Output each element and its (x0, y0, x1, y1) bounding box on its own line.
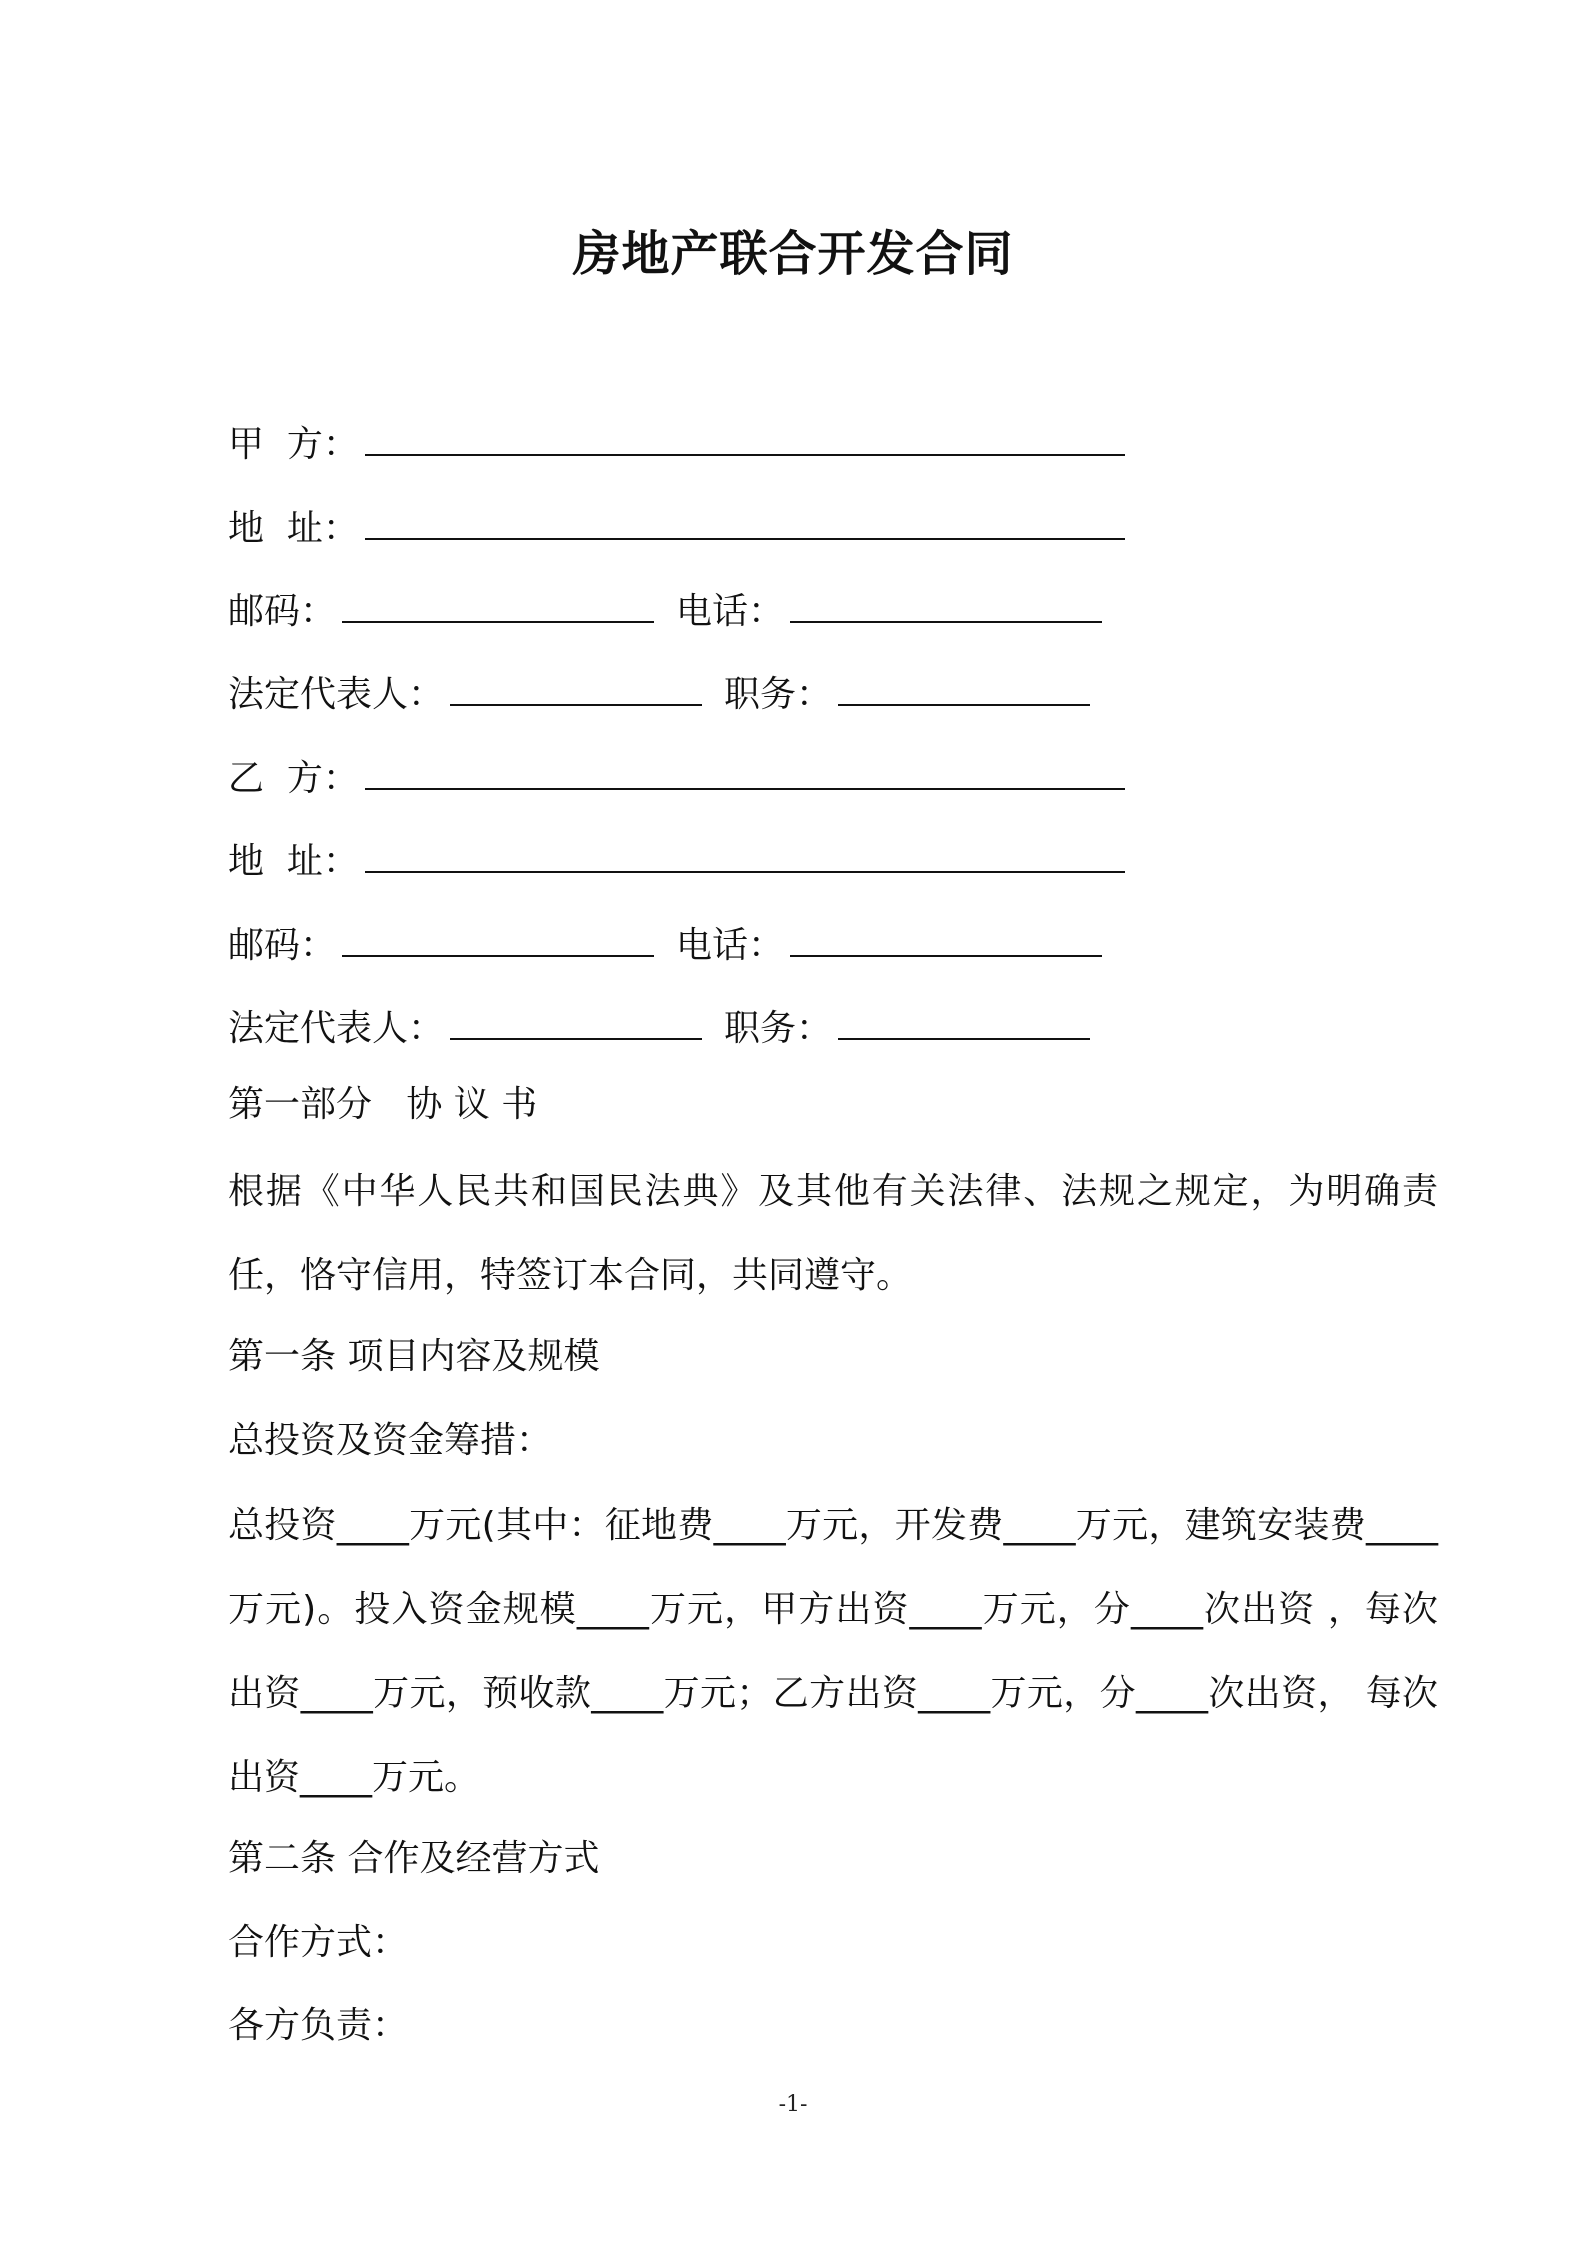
article-1-heading: 第一条 项目内容及规模 (228, 1336, 600, 1377)
party-b-rep-label: 法定代表人： (228, 1008, 445, 1049)
party-a-name-blank (365, 420, 1125, 456)
party-a-rep-blank (450, 670, 702, 706)
article-2-heading: 第二条 合作及经营方式 (228, 1838, 600, 1879)
cooperation-label: 合作方式： (228, 1922, 409, 1963)
party-b-position-label: 职务： (724, 1008, 833, 1049)
party-a-address-row (228, 504, 1125, 552)
intro-paragraph: 根据《中华人民共和国民法典》及其他有关法律、法规之规定，为明确责任，恪守信用，特签订本合同，共同遵守。 (228, 1171, 1438, 1296)
party-b-rep-blank (450, 1004, 702, 1040)
party-a-position-blank (838, 670, 1090, 706)
party-a-address-blank (365, 504, 1125, 540)
party-a-phone-blank (790, 587, 1102, 623)
party-a-name-row (228, 420, 1125, 468)
investment-paragraph: 总投资____万元(其中：征地费____万元，开发费____万元，建筑安装费____万元)。投入资金规模____万元，甲方出资____万元，分____次出资 ，每次出资____万元，预收款____万元；乙方出资____万元，分____次出资， 每次出资____万元。 (228, 1505, 1438, 1798)
party-b-rep-row (228, 1004, 1090, 1052)
party-b-contact-row (228, 921, 1102, 969)
party-a-postcode-label: 邮码： (228, 591, 337, 632)
page-number: -1- (778, 2092, 808, 2117)
party-b-postcode-label: 邮码： (228, 925, 337, 966)
party-b-address-row (228, 837, 1125, 885)
party-a-position-label: 职务： (724, 674, 833, 715)
party-b-name-label: 乙 方： (228, 758, 359, 799)
party-a-rep-row (228, 670, 1090, 718)
responsibility-label: 各方负责： (228, 2005, 409, 2046)
party-b-name-row (228, 754, 1125, 802)
party-a-postcode-blank (342, 587, 654, 623)
party-b-position-blank (838, 1004, 1090, 1040)
party-b-phone-blank (790, 921, 1102, 957)
investment-label: 总投资及资金筹措： (228, 1420, 553, 1461)
document-title: 房地产联合开发合同 (572, 226, 1014, 282)
party-b-name-blank (365, 754, 1125, 790)
part-one-heading: 第一部分 协 议 书 (228, 1084, 538, 1125)
party-a-name-label: 甲 方： (228, 424, 359, 465)
party-a-rep-label: 法定代表人： (228, 674, 445, 715)
party-a-phone-label: 电话： (676, 591, 785, 632)
party-b-postcode-blank (342, 921, 654, 957)
party-b-address-label: 地 址： (228, 841, 359, 882)
party-a-address-label: 地 址： (228, 508, 359, 549)
party-b-phone-label: 电话： (676, 925, 785, 966)
party-b-address-blank (365, 837, 1125, 873)
party-a-contact-row (228, 587, 1102, 635)
